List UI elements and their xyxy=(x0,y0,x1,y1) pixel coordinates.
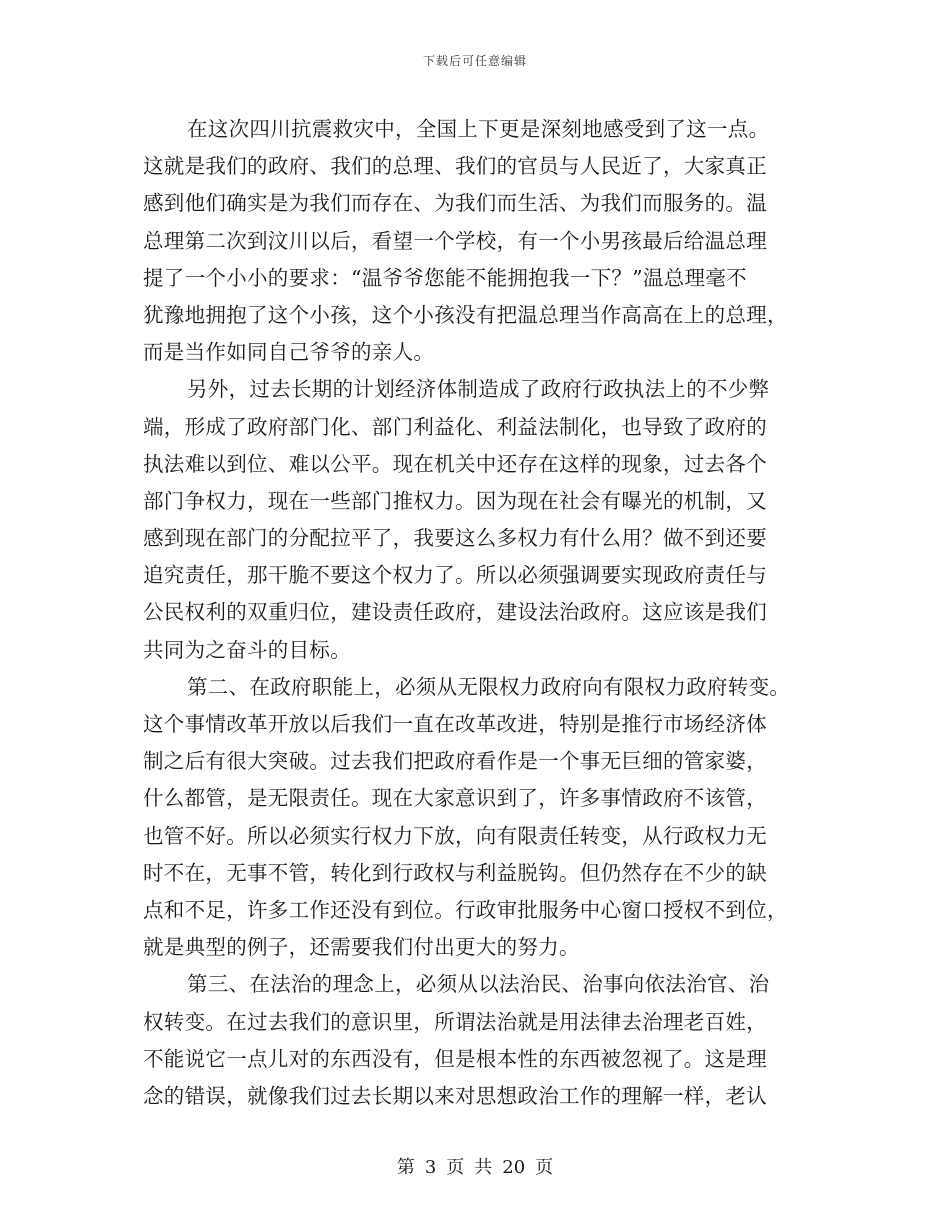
paragraph-1 xyxy=(143,111,807,371)
text-line: 感到现在部门的分配拉平了，我要这么多权力有什么用？做不到还要 xyxy=(143,526,767,551)
text-line: 共同为之奋斗的目标。 xyxy=(143,637,351,662)
text-line: 在这次四川抗震救灾中，全国上下更是深刻地感受到了这一点。 xyxy=(187,117,770,141)
text-line: 而是当作如同自己爷爷的亲人。 xyxy=(143,340,435,365)
text-line: 提了一个小小的要求：“温爷爷您能不能拥抱我一下？”温总理毫不 xyxy=(143,265,747,290)
text-line: 执法难以到位、难以公平。现在机关中还存在这样的现象，过去各个 xyxy=(143,451,767,476)
text-line: 追究责任，那干脆不要这个权力了。所以必须强调要实现政府责任与 xyxy=(143,563,767,588)
text-line: 时不在，无事不管，转化到行政权与利益脱钩。但仍然存在不少的缺 xyxy=(143,860,767,885)
text-line: 这个事情改革开放以后我们一直在改革改进，特别是推行市场经济体 xyxy=(143,712,767,736)
paragraph-2 xyxy=(143,371,807,669)
page-number: 3 xyxy=(424,1157,437,1178)
footer-total-word: 共 xyxy=(474,1157,493,1178)
text-line: 点和不足，许多工作还没有到位。行政审批服务中心窗口授权不到位， xyxy=(143,897,788,922)
text-line: 第二、在政府职能上，必须从无限权力政府向有限权力政府转变。 xyxy=(187,674,791,699)
paragraph-4 xyxy=(143,966,807,1115)
text-line: 什么都管，是无限责任。现在大家意识到了，许多事情政府不该管， xyxy=(143,786,767,811)
text-line: 公民权利的双重归位，建设责任政府，建设法治政府。这应该是我们 xyxy=(143,600,767,625)
text-line: 总理第二次到汶川以后，看望一个学校，有一个小男孩最后给温总理 xyxy=(143,228,767,253)
page-footer xyxy=(0,1153,950,1179)
footer-prefix: 第 xyxy=(396,1157,415,1178)
text-line: 这就是我们的政府、我们的总理、我们的官员与人民近了，大家真正 xyxy=(143,154,767,179)
text-line: 第三、在法治的理念上，必须从以法治民、治事向依法治官、治 xyxy=(187,972,770,997)
text-line: 端，形成了政府部门化、部门利益化、利益法制化，也导致了政府的 xyxy=(143,414,767,439)
text-line: 就是典型的例子，还需要我们付出更大的努力。 xyxy=(143,935,580,960)
document-body xyxy=(143,111,807,1115)
footer-page-word: 页 xyxy=(446,1157,465,1178)
text-line: 另外，过去长期的计划经济体制造成了政府行政执法上的不少弊 xyxy=(187,377,770,402)
text-line: 也管不好。所以必须实行权力下放，向有限责任转变，从行政权力无 xyxy=(143,823,767,848)
text-line: 不能说它一点儿对的东西没有，但是根本性的东西被忽视了。这是理 xyxy=(143,1046,767,1071)
page-header: 下载后可任意编辑 xyxy=(422,54,527,68)
text-line: 制之后有很大突破。过去我们把政府看作是一个事无巨细的管家婆， xyxy=(143,749,767,774)
paragraph-3 xyxy=(143,669,807,967)
text-line: 念的错误，就像我们过去长期以来对思想政治工作的理解一样，老认 xyxy=(143,1083,767,1108)
footer-suffix: 页 xyxy=(535,1157,554,1178)
text-line: 权转变。在过去我们的意识里，所谓法治就是用法律去治理老百姓， xyxy=(143,1009,767,1034)
text-line: 感到他们确实是为我们而存在、为我们而生活、为我们而服务的。温 xyxy=(143,191,767,216)
total-pages: 20 xyxy=(502,1157,526,1178)
text-line: 犹豫地拥抱了这个小孩，这个小孩没有把温总理当作高高在上的总理， xyxy=(143,302,788,327)
text-line: 部门争权力，现在一些部门推权力。因为现在社会有曝光的机制，又 xyxy=(143,488,767,513)
